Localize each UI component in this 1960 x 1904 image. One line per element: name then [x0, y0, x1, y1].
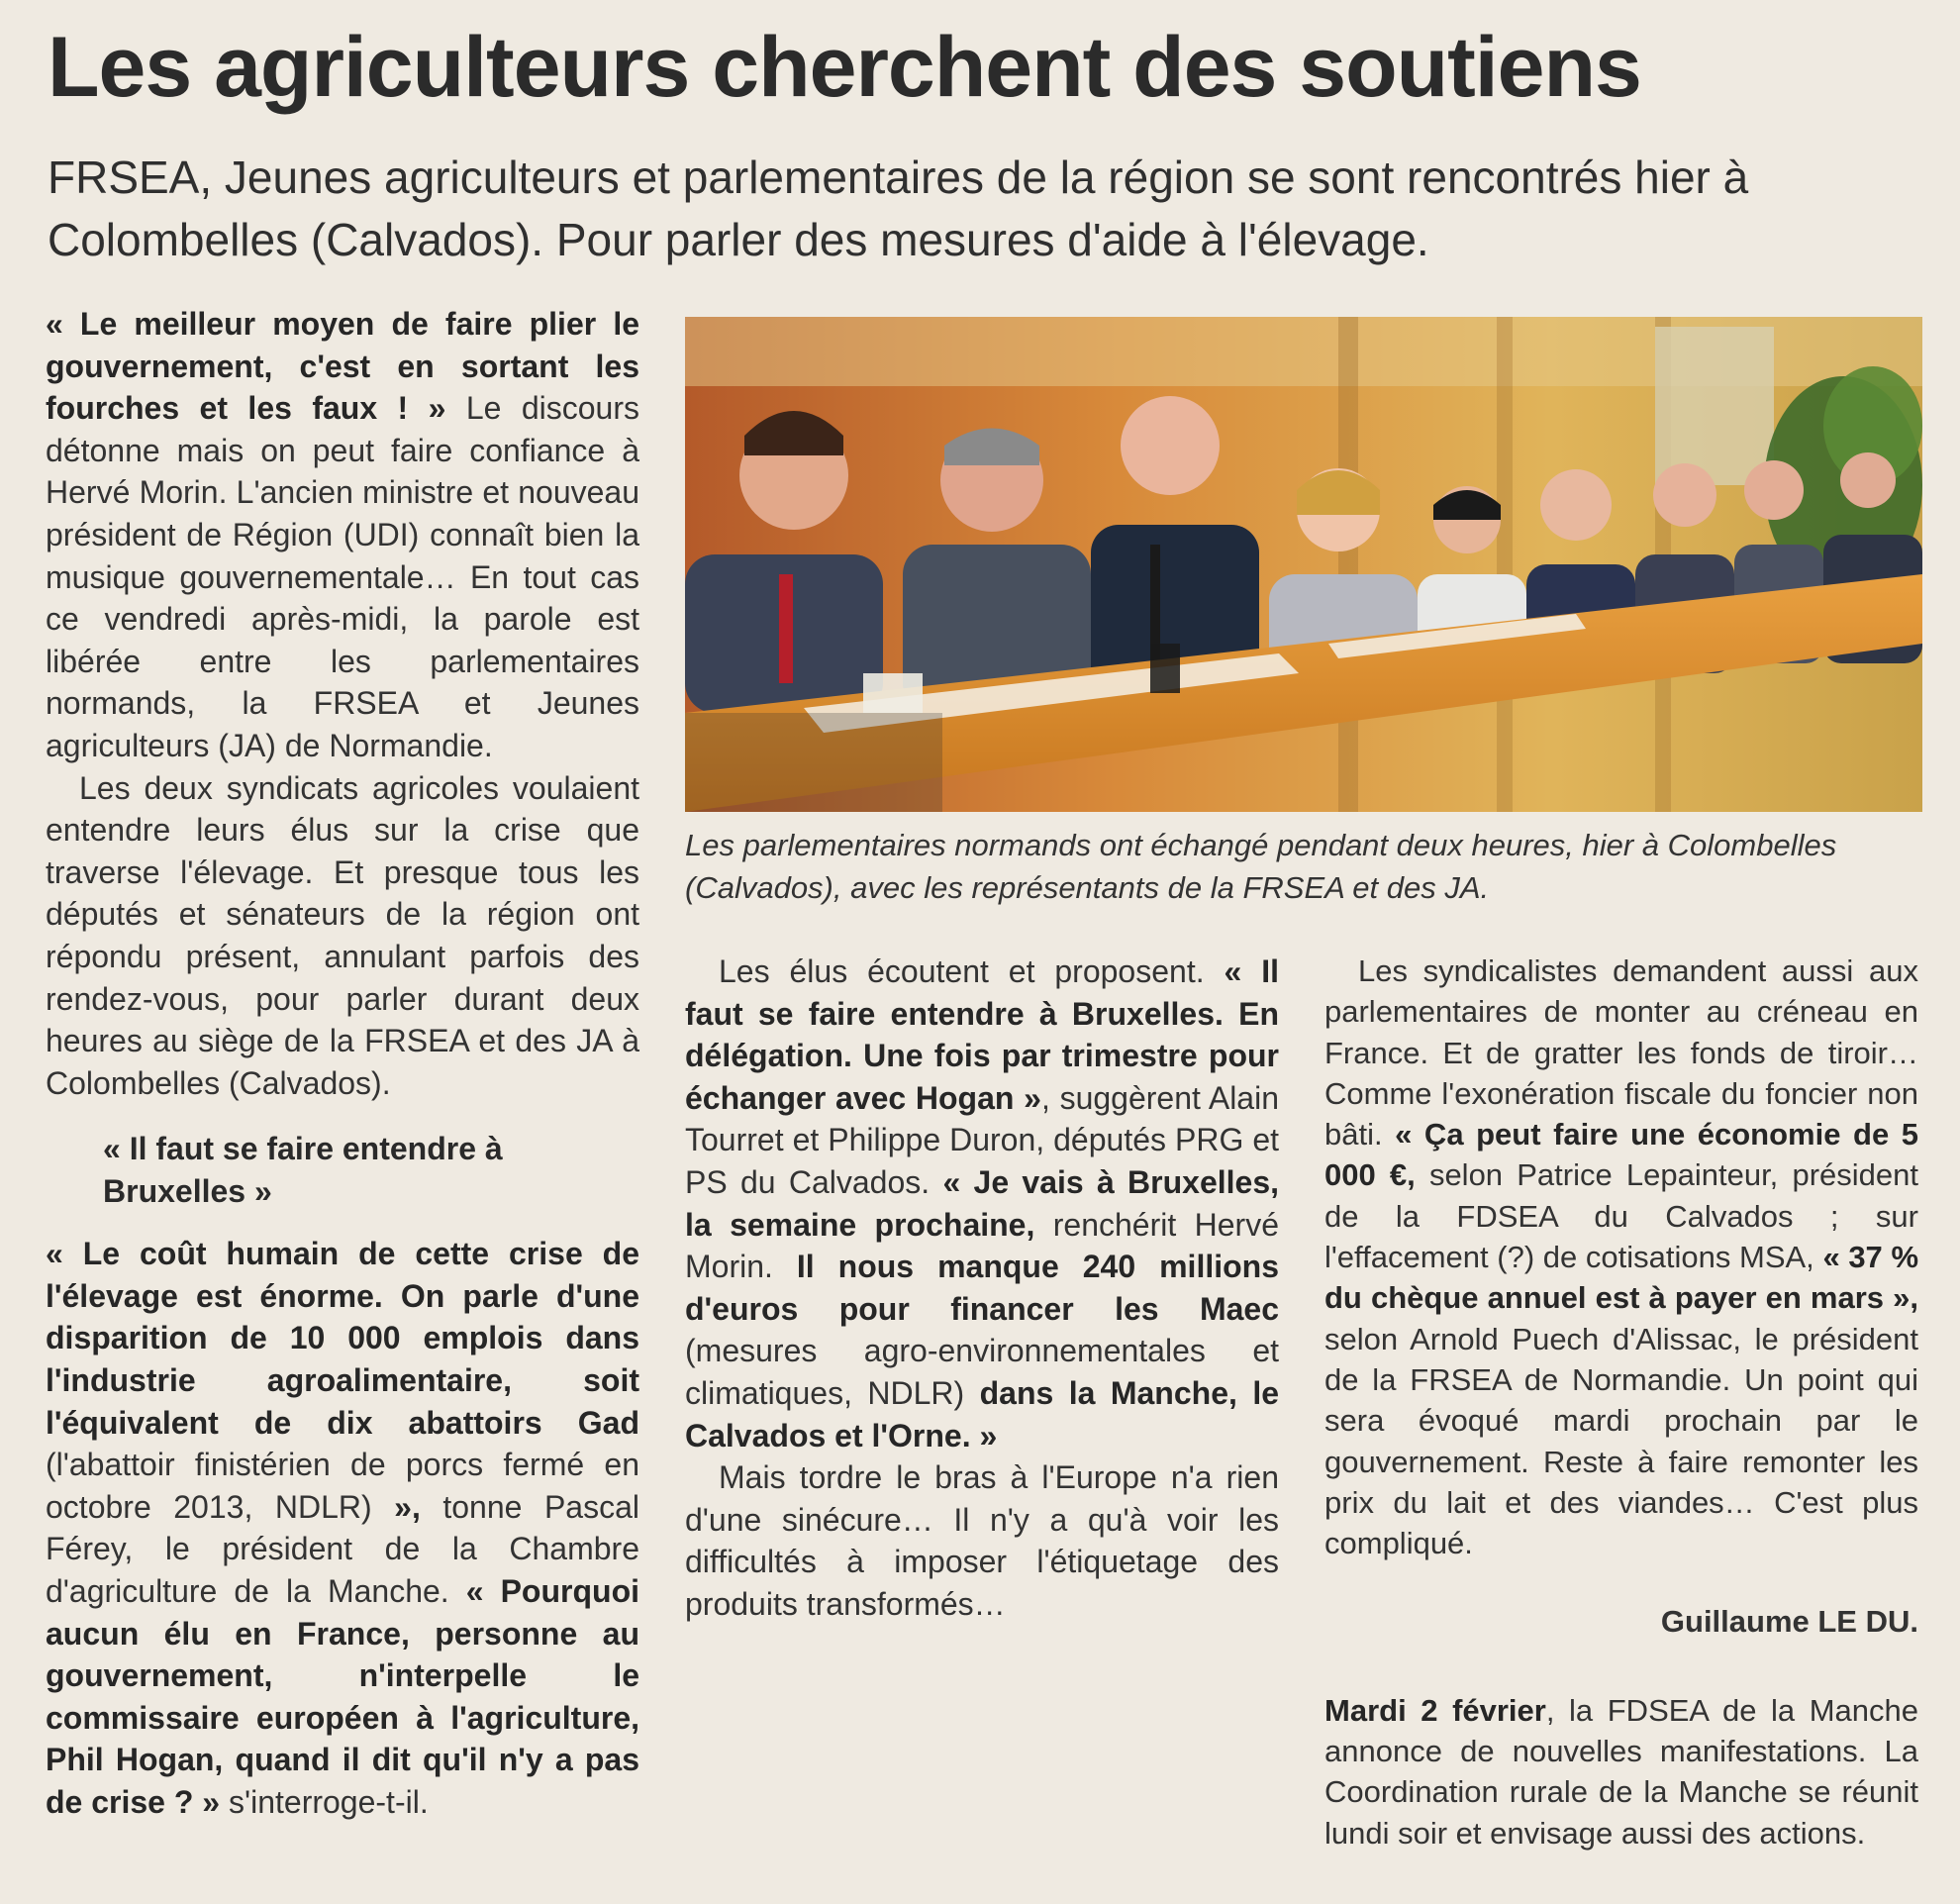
standfirst: FRSEA, Jeunes agriculteurs et parlementaires de la région se sont rencontrés hier à Colombelles (Calvados). Pour parler des mesures d'aide à l'élevage.	[48, 151, 1749, 265]
subheading: « Il faut se faire entendre à Bruxelles »	[103, 1131, 503, 1210]
quote-ferey: « Le coût humain de cette crise de l'élevage est énorme. On parle d'une disparition de 10 000 emplois dans l'industrie agroalimentaire, soit l'équivalent de dix abattoirs Gad	[46, 1236, 639, 1441]
intro-text: Le discours détonne mais on peut faire confiance à Hervé Morin. L'ancien ministre et nouveau président de Région (UDI) connaît bien la musique gouvernementale… En tout cas ce vendredi après-midi, la parole est libérée entre les parlementaires normands, la FRSEA et Jeunes agriculteurs (JA) de Normandie.	[46, 390, 640, 763]
attribution-tourret: , suggèrent Alain Tourret et Philippe Duron, députés PRG et PS du Calvados.	[685, 1079, 1280, 1200]
quote-morin: « Le meilleur moyen de faire plier le gouvernement, c'est en sortant les fourches et les faux ! »	[46, 306, 639, 427]
attribution-lepainteur: selon Patrice Lepainteur, président de la FDSEA du Calvados ; sur l'effacement (?) de cotisations MSA,	[1324, 1157, 1918, 1275]
elus-text: Les élus écoutent et proposent.	[719, 953, 1225, 989]
quote-maec: Il nous manque 240 millions d'euros pour financer les Maec	[685, 1249, 1280, 1327]
quote-lepainteur: « Ça peut faire une économie de 5 000 €,	[1324, 1117, 1918, 1193]
quote-hogan: « Pourquoi aucun élu en France, personne au gouvernement, n'interpelle le commissaire européen à l'agriculture, Phil Hogan, quand il dit qu'il n'y a pas de crise ? »	[46, 1573, 639, 1820]
paragraph-intro	[46, 303, 639, 767]
paragraph-ferey	[46, 1233, 639, 1823]
paragraph-europe: Mais tordre le bras à l'Europe n'a rien d'une sinécure… Il n'y a qu'à voir les difficultés à imposer l'étiquetage des produits transformés…	[685, 1459, 1279, 1622]
quote-msa: « 37 % du chèque annuel est à payer en mars »,	[1324, 1240, 1919, 1316]
quote-close: »,	[394, 1488, 421, 1525]
photo-caption: Les parlementaires normands ont échangé pendant deux heures, hier à Colombelles (Calvados), avec les représentants de la FRSEA et des JA.	[685, 828, 1837, 905]
paragraph-syndicalistes	[1324, 951, 1918, 1563]
quote-departements: dans la Manche, le Calvados et l'Orne. »	[685, 1374, 1280, 1453]
byline: Guillaume LE DU.	[1660, 1604, 1918, 1640]
headline: Les agriculteurs cherchent des soutiens	[48, 20, 1641, 115]
brief-text: , la FDSEA de la Manche annonce de nouvelles manifestations. La Coordination rurale de la Manche se réunit lundi soir et envisage aussi des actions.	[1324, 1692, 1919, 1851]
meeting-photo-illustration	[685, 317, 1922, 812]
attribution-puech: selon Arnold Puech d'Alissac, le président de la FRSEA de Normandie. Un point qui sera évoqué mardi prochain par le gouvernement. Reste à faire remonter les prix du lait et des viandes… C'est plus compliqué.	[1324, 1321, 1918, 1561]
attribution-interroge: s'interroge-t-il.	[220, 1784, 429, 1820]
ndlr-maec: (mesures agro-environnementales et climatiques, NDLR)	[685, 1333, 1279, 1411]
attribution-ferey: tonne Pascal Férey, le président de la Chambre d'agriculture de la Manche.	[46, 1488, 640, 1610]
brief-date: Mardi 2 février	[1324, 1692, 1546, 1728]
quote-morin-bruxelles: « Je vais à Bruxelles, la semaine prochaine,	[685, 1163, 1280, 1243]
meeting-photo	[685, 317, 1922, 812]
attribution-morin: renchérit Hervé Morin.	[685, 1206, 1279, 1285]
paragraph-elus	[685, 951, 1279, 1456]
column-2	[685, 951, 1279, 1626]
syndicalistes-text: Les syndicalistes demandent aussi aux parlementaires de monter au créneau en France. Et de gratter les fonds de tiroir… Comme l'exonération fiscale du foncier non bâti.	[1324, 953, 1918, 1152]
paragraph-syndicats: Les deux syndicats agricoles voulaient entendre leurs élus sur la crise que traverse l'élevage. Et presque tous les députés et sénateurs de la région ont répondu présent, annulant parfois des rendez-vous, pour parler durant deux heures au siège de la FRSEA et des JA à Colombelles (Calvados).	[46, 769, 639, 1101]
quote-tourret: « Il faut se faire entendre à Bruxelles. En délégation. Une fois par trimestre pour échanger avec Hogan »	[685, 953, 1280, 1116]
ndlr-gad: (l'abattoir finistérien de porcs fermé en octobre 2013, NDLR)	[46, 1447, 639, 1525]
column-1	[46, 303, 639, 1824]
brief-paragraph	[1324, 1690, 1918, 1854]
column-3	[1324, 951, 1918, 1854]
